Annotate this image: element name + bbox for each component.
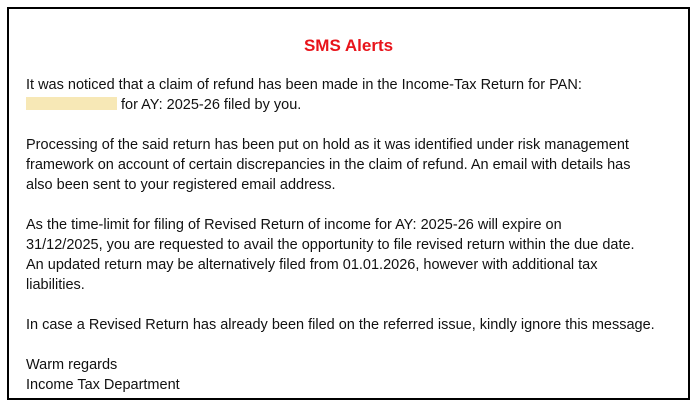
signature-block: [26, 355, 686, 395]
revised-return-line-2: 31/12/2025, you are requested to avail the opportunity to file revised return within the due date.: [26, 237, 635, 253]
revised-return-paragraph: [26, 215, 686, 295]
alert-title: SMS Alerts: [303, 36, 394, 55]
assessment-year-text: for AY: 2025-26 filed by you.: [121, 97, 302, 113]
signature-greeting: Warm regards: [26, 357, 118, 373]
processing-hold-line-1: Processing of the said return has been put on hold as it was identified under risk management: [26, 137, 629, 153]
revised-return-line-3: An updated return may be alternatively filed from 01.01.2026, however with additional tax: [26, 257, 598, 273]
refund-claim-paragraph: [26, 75, 686, 115]
ignore-message-paragraph: [26, 315, 686, 335]
refund-claim-line-2: [26, 95, 686, 115]
processing-hold-line-3: also been sent to your registered email address.: [26, 177, 336, 193]
signature-department: Income Tax Department: [26, 377, 180, 393]
processing-hold-line-2: framework on account of certain discrepancies in the claim of refund. An email with details has: [26, 157, 631, 173]
redacted-pan: [26, 97, 117, 110]
revised-return-line-1: As the time-limit for filing of Revised Return of income for AY: 2025-26 will expire on: [26, 217, 562, 233]
sms-alert-card: [7, 7, 690, 400]
ignore-message-line-1: In case a Revised Return has already been filed on the referred issue, kindly ignore this message.: [26, 317, 655, 333]
refund-claim-line-1: It was noticed that a claim of refund has been made in the Income-Tax Return for PAN:: [26, 77, 582, 93]
revised-return-line-4: liabilities.: [26, 277, 85, 293]
processing-hold-paragraph: [26, 135, 686, 195]
